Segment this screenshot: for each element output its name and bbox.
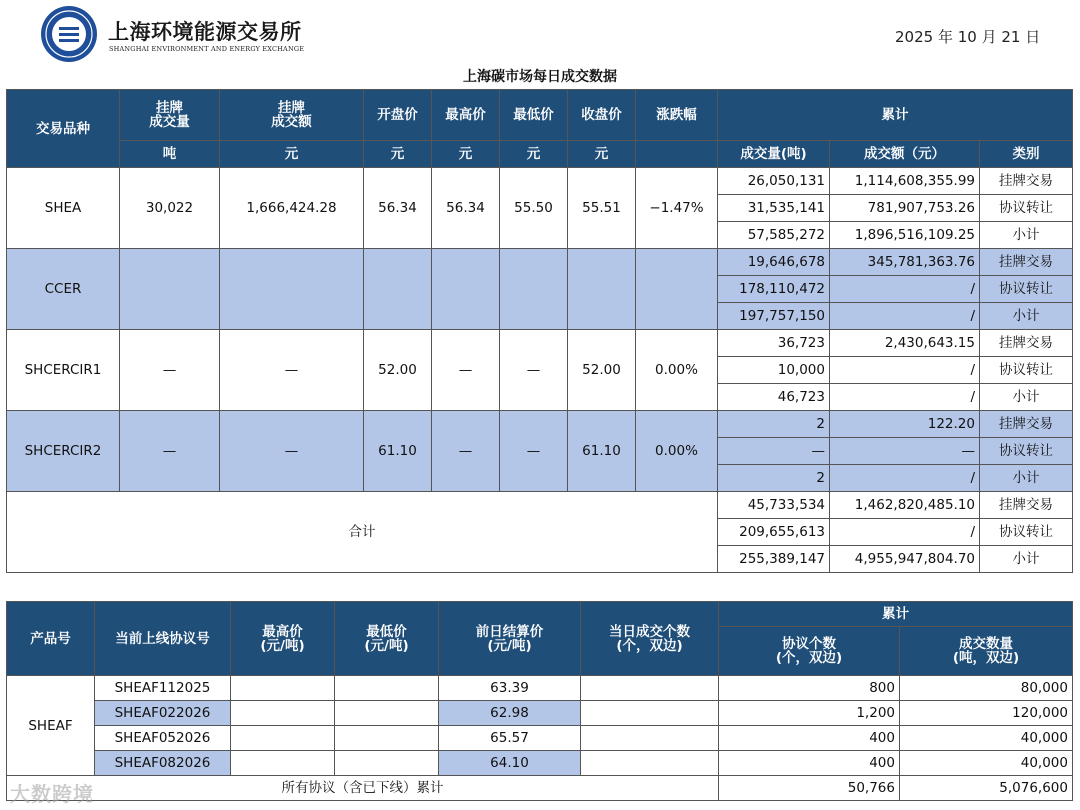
price-change bbox=[636, 249, 718, 330]
total-category: 挂牌交易 bbox=[980, 492, 1073, 519]
cum-category: 挂牌交易 bbox=[980, 330, 1073, 357]
cum-volume: 2 bbox=[718, 465, 830, 492]
cum-category: 协议转让 bbox=[980, 195, 1073, 222]
listed-amount: — bbox=[220, 330, 364, 411]
exchange-logo-icon bbox=[40, 5, 98, 63]
product-name: SHCERCIR2 bbox=[7, 411, 120, 492]
cum-qty: 40,000 bbox=[900, 726, 1073, 751]
open-price: 56.34 bbox=[364, 168, 432, 249]
cum-qty: 80,000 bbox=[900, 676, 1073, 701]
cum-amount: / bbox=[830, 303, 980, 330]
listed-amount: 1,666,424.28 bbox=[220, 168, 364, 249]
prev-settle-price: 62.98 bbox=[439, 701, 581, 726]
cum-category: 协议转让 bbox=[980, 357, 1073, 384]
header-row bbox=[7, 602, 1073, 627]
cum-category: 协议转让 bbox=[980, 276, 1073, 303]
col-header-high: 最高价 (元/吨) bbox=[231, 602, 335, 676]
contract-id: SHEAF052026 bbox=[95, 726, 231, 751]
listed-volume: 30,022 bbox=[120, 168, 220, 249]
prev-settle-price: 65.57 bbox=[439, 726, 581, 751]
total-cum-qty: 5,076,600 bbox=[900, 776, 1073, 801]
cum-volume: 36,723 bbox=[718, 330, 830, 357]
cum-category: 挂牌交易 bbox=[980, 168, 1073, 195]
high-price bbox=[432, 249, 500, 330]
cum-amount: 781,907,753.26 bbox=[830, 195, 980, 222]
price-change: −1.47% bbox=[636, 168, 718, 249]
unit-yuan: 元 bbox=[220, 141, 364, 168]
cum-qty: 120,000 bbox=[900, 701, 1073, 726]
contract-id: SHEAF082026 bbox=[95, 751, 231, 776]
low-price: — bbox=[500, 330, 568, 411]
price-change: 0.00% bbox=[636, 411, 718, 492]
low-price bbox=[335, 676, 439, 701]
cum-volume: 2 bbox=[718, 411, 830, 438]
total-label: 所有协议（含已下线）累计 bbox=[7, 776, 719, 801]
col-header-open: 开盘价 bbox=[364, 90, 432, 141]
unit-blank bbox=[636, 141, 718, 168]
cum-amount: — bbox=[830, 438, 980, 465]
total-row bbox=[7, 492, 1073, 519]
total-volume: 209,655,613 bbox=[718, 519, 830, 546]
org-name-cn: 上海环境能源交易所 bbox=[108, 19, 302, 44]
cum-volume: 10,000 bbox=[718, 357, 830, 384]
total-row bbox=[7, 776, 1073, 801]
high-price bbox=[231, 701, 335, 726]
col-header-product: 交易品种 bbox=[7, 90, 120, 168]
cum-amount: 345,781,363.76 bbox=[830, 249, 980, 276]
cum-amount: 1,114,608,355.99 bbox=[830, 168, 980, 195]
cum-count: 400 bbox=[719, 751, 900, 776]
cum-category: 小计 bbox=[980, 465, 1073, 492]
col-header-listed-volume: 挂牌 成交量 bbox=[120, 90, 220, 141]
col-header-cumulative: 累计 bbox=[719, 602, 1073, 627]
listed-amount: — bbox=[220, 411, 364, 492]
total-cum-count: 50,766 bbox=[719, 776, 900, 801]
open-price: 52.00 bbox=[364, 330, 432, 411]
org-name-en: SHANGHAI ENVIRONMENT AND ENERGY EXCHANGE bbox=[109, 45, 305, 53]
col-header-product-code: 产品号 bbox=[7, 602, 95, 676]
cum-category: 协议转让 bbox=[980, 438, 1073, 465]
report-title: 上海碳市场每日成交数据 bbox=[463, 69, 617, 85]
total-amount: / bbox=[830, 519, 980, 546]
open-price bbox=[364, 249, 432, 330]
cum-category: 小计 bbox=[980, 303, 1073, 330]
table-row bbox=[7, 751, 1073, 776]
cum-count: 800 bbox=[719, 676, 900, 701]
daily-trading-table bbox=[6, 89, 1073, 573]
unit-yuan-open: 元 bbox=[364, 141, 432, 168]
product-name: CCER bbox=[7, 249, 120, 330]
col-header-cum-amount: 成交额（元） bbox=[830, 141, 980, 168]
col-header-contract: 当前上线协议号 bbox=[95, 602, 231, 676]
high-price bbox=[231, 751, 335, 776]
col-header-high: 最高价 bbox=[432, 90, 500, 141]
cum-amount: / bbox=[830, 276, 980, 303]
cum-volume: 19,646,678 bbox=[718, 249, 830, 276]
total-category: 小计 bbox=[980, 546, 1073, 573]
table-row bbox=[7, 726, 1073, 751]
cum-category: 挂牌交易 bbox=[980, 411, 1073, 438]
high-price bbox=[231, 676, 335, 701]
contract-id: SHEAF112025 bbox=[95, 676, 231, 701]
cum-amount: / bbox=[830, 384, 980, 411]
cum-qty: 40,000 bbox=[900, 751, 1073, 776]
day-count bbox=[581, 751, 719, 776]
total-volume: 255,389,147 bbox=[718, 546, 830, 573]
cum-category: 小计 bbox=[980, 384, 1073, 411]
unit-ton: 吨 bbox=[120, 141, 220, 168]
total-label: 合计 bbox=[7, 492, 718, 573]
table-row bbox=[7, 249, 1073, 276]
total-amount: 1,462,820,485.10 bbox=[830, 492, 980, 519]
cum-count: 1,200 bbox=[719, 701, 900, 726]
cum-volume: — bbox=[718, 438, 830, 465]
total-category: 协议转让 bbox=[980, 519, 1073, 546]
high-price: — bbox=[432, 330, 500, 411]
low-price bbox=[335, 751, 439, 776]
col-header-cum-volume: 成交量(吨) bbox=[718, 141, 830, 168]
high-price: 56.34 bbox=[432, 168, 500, 249]
close-price bbox=[568, 249, 636, 330]
low-price: 55.50 bbox=[500, 168, 568, 249]
cum-amount: 122.20 bbox=[830, 411, 980, 438]
low-price bbox=[500, 249, 568, 330]
cum-amount: 2,430,643.15 bbox=[830, 330, 980, 357]
close-price: 61.10 bbox=[568, 411, 636, 492]
cum-count: 400 bbox=[719, 726, 900, 751]
prev-settle-price: 64.10 bbox=[439, 751, 581, 776]
watermark: 大数跨境 bbox=[10, 782, 94, 806]
col-header-low: 最低价 bbox=[500, 90, 568, 141]
col-header-low: 最低价 (元/吨) bbox=[335, 602, 439, 676]
listed-amount bbox=[220, 249, 364, 330]
price-change: 0.00% bbox=[636, 330, 718, 411]
col-header-cum-category: 类别 bbox=[980, 141, 1073, 168]
cum-amount: 1,896,516,109.25 bbox=[830, 222, 980, 249]
low-price bbox=[335, 726, 439, 751]
cum-volume: 46,723 bbox=[718, 384, 830, 411]
col-header-prev-settle: 前日结算价 (元/吨) bbox=[439, 602, 581, 676]
prev-settle-price: 63.39 bbox=[439, 676, 581, 701]
table-row bbox=[7, 168, 1073, 195]
col-header-listed-amount: 挂牌 成交额 bbox=[220, 90, 364, 141]
low-price: — bbox=[500, 411, 568, 492]
cum-volume: 57,585,272 bbox=[718, 222, 830, 249]
col-header-day-count: 当日成交个数 (个，双边) bbox=[581, 602, 719, 676]
cum-volume: 178,110,472 bbox=[718, 276, 830, 303]
cum-category: 小计 bbox=[980, 222, 1073, 249]
day-count bbox=[581, 726, 719, 751]
cum-category: 挂牌交易 bbox=[980, 249, 1073, 276]
table-row bbox=[7, 411, 1073, 438]
report-date: 2025 年 10 月 21 日 bbox=[895, 28, 1041, 46]
listed-volume bbox=[120, 249, 220, 330]
col-header-cum-count: 协议个数 (个，双边) bbox=[719, 627, 900, 676]
col-header-cum-qty: 成交数量 (吨，双边) bbox=[900, 627, 1073, 676]
close-price: 55.51 bbox=[568, 168, 636, 249]
product-name: SHEA bbox=[7, 168, 120, 249]
futures-contract-table bbox=[6, 601, 1073, 801]
col-header-close: 收盘价 bbox=[568, 90, 636, 141]
header-row bbox=[7, 90, 1073, 141]
unit-row bbox=[7, 141, 1073, 168]
day-count bbox=[581, 676, 719, 701]
close-price: 52.00 bbox=[568, 330, 636, 411]
cum-volume: 26,050,131 bbox=[718, 168, 830, 195]
high-price bbox=[231, 726, 335, 751]
day-count bbox=[581, 701, 719, 726]
listed-volume: — bbox=[120, 411, 220, 492]
product-name: SHCERCIR1 bbox=[7, 330, 120, 411]
contract-id: SHEAF022026 bbox=[95, 701, 231, 726]
cum-volume: 197,757,150 bbox=[718, 303, 830, 330]
listed-volume: — bbox=[120, 330, 220, 411]
table-row bbox=[7, 330, 1073, 357]
low-price bbox=[335, 701, 439, 726]
unit-yuan-high: 元 bbox=[432, 141, 500, 168]
unit-yuan-low: 元 bbox=[500, 141, 568, 168]
table-row bbox=[7, 676, 1073, 701]
product-code: SHEAF bbox=[7, 676, 95, 776]
high-price: — bbox=[432, 411, 500, 492]
table-row bbox=[7, 701, 1073, 726]
total-amount: 4,955,947,804.70 bbox=[830, 546, 980, 573]
total-volume: 45,733,534 bbox=[718, 492, 830, 519]
open-price: 61.10 bbox=[364, 411, 432, 492]
cum-amount: / bbox=[830, 357, 980, 384]
cum-amount: / bbox=[830, 465, 980, 492]
cum-volume: 31,535,141 bbox=[718, 195, 830, 222]
unit-yuan-close: 元 bbox=[568, 141, 636, 168]
col-header-cumulative: 累计 bbox=[718, 90, 1073, 141]
col-header-change: 涨跌幅 bbox=[636, 90, 718, 141]
